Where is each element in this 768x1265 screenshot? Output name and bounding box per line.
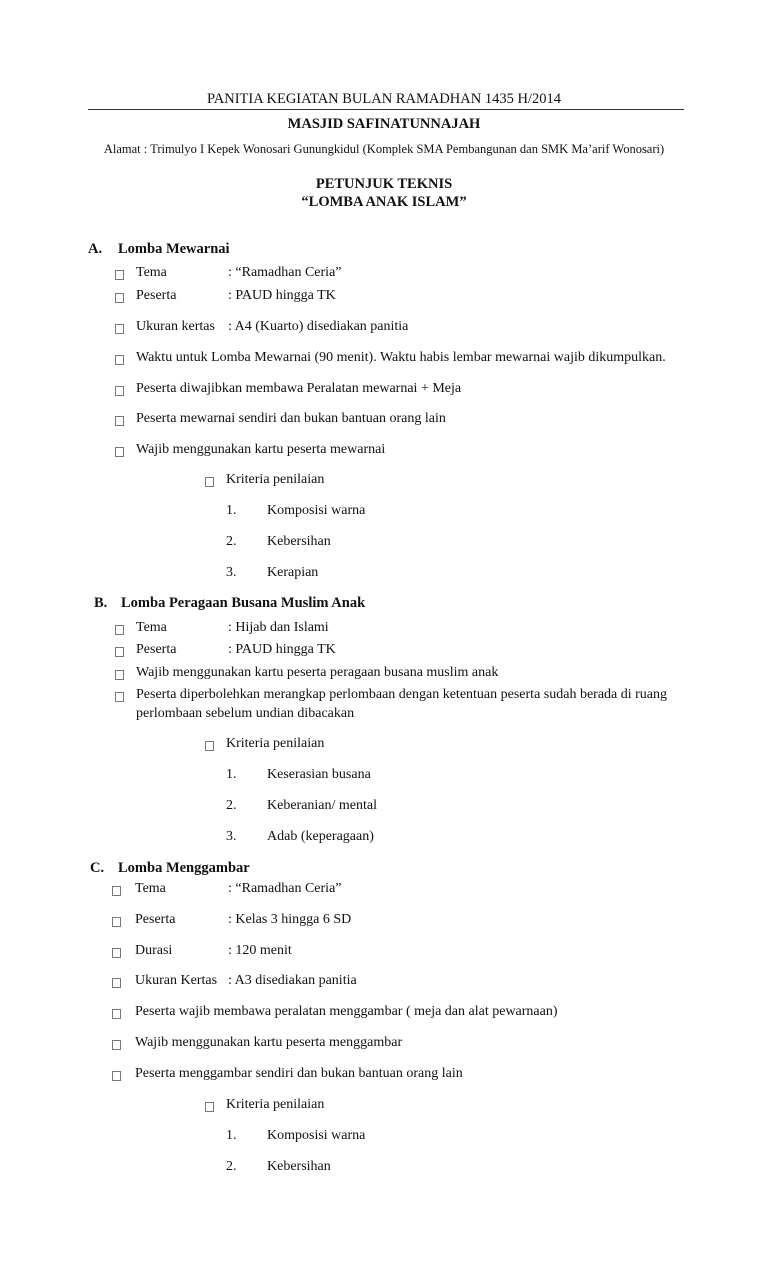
item-value: : “Ramadhan Ceria” bbox=[228, 881, 342, 896]
criteria-number: 1. bbox=[226, 1128, 237, 1143]
criteria-number: 2. bbox=[226, 534, 237, 549]
bullet-icon bbox=[112, 1071, 121, 1081]
item-text: Peserta diwajibkan membawa Peralatan mewarnai + Meja bbox=[136, 381, 462, 396]
criteria-number: 1. bbox=[226, 503, 237, 518]
item-label: Tema bbox=[136, 620, 167, 635]
bullet-icon bbox=[115, 647, 124, 657]
criteria-number: 3. bbox=[226, 565, 237, 580]
bullet-icon bbox=[115, 293, 124, 303]
item-text: Peserta menggambar sendiri dan bukan bantuan orang lain bbox=[135, 1066, 463, 1081]
criteria-number: 3. bbox=[226, 829, 237, 844]
bullet-icon bbox=[112, 948, 121, 958]
criteria-label: Kriteria penilaian bbox=[226, 1097, 325, 1112]
item-label: Tema bbox=[135, 881, 166, 896]
doc-subtitle: “LOMBA ANAK ISLAM” bbox=[301, 194, 467, 210]
bullet-icon bbox=[115, 670, 124, 680]
header-divider bbox=[88, 109, 684, 110]
section-b-letter: B. bbox=[94, 595, 108, 611]
item-text: Peserta mewarnai sendiri dan bukan bantuan orang lain bbox=[136, 411, 446, 426]
criteria-item: Keserasian busana bbox=[267, 767, 371, 782]
bullet-icon bbox=[115, 692, 124, 702]
item-label: Peserta bbox=[136, 642, 177, 657]
bullet-icon bbox=[115, 386, 124, 396]
criteria-item: Kerapian bbox=[267, 565, 319, 580]
bullet-icon bbox=[205, 477, 214, 487]
criteria-number: 2. bbox=[226, 798, 237, 813]
item-value: : “Ramadhan Ceria” bbox=[228, 265, 342, 280]
item-text: Wajib menggunakan kartu peserta mewarnai bbox=[136, 442, 386, 457]
item-value: : A3 disediakan panitia bbox=[228, 973, 357, 988]
item-text: Wajib menggunakan kartu peserta menggambar bbox=[135, 1035, 403, 1050]
mosque-name: MASJID SAFINATUNNAJAH bbox=[287, 116, 481, 132]
item-text: Waktu untuk Lomba Mewarnai (90 menit). Waktu habis lembar mewarnai wajib dikumpulkan. bbox=[136, 350, 666, 365]
item-text: Wajib menggunakan kartu peserta peragaan busana muslim anak bbox=[136, 665, 499, 680]
section-a-title: Lomba Mewarnai bbox=[118, 241, 230, 257]
criteria-item: Kebersihan bbox=[267, 1159, 331, 1174]
item-value: : A4 (Kuarto) disediakan panitia bbox=[228, 319, 409, 334]
organizer-heading: PANITIA KEGIATAN BULAN RAMADHAN 1435 H/2014 bbox=[207, 91, 561, 107]
bullet-icon bbox=[115, 447, 124, 457]
item-label: Ukuran kertas bbox=[136, 319, 215, 334]
bullet-icon bbox=[205, 1102, 214, 1112]
item-text: Peserta wajib membawa peralatan menggambar ( meja dan alat pewarnaan) bbox=[135, 1004, 558, 1019]
bullet-icon bbox=[115, 324, 124, 334]
section-a-letter: A. bbox=[88, 241, 103, 257]
item-value: : PAUD hingga TK bbox=[228, 642, 336, 657]
item-value: : 120 menit bbox=[228, 943, 292, 958]
section-b-title: Lomba Peragaan Busana Muslim Anak bbox=[121, 595, 366, 611]
doc-title: PETUNJUK TEKNIS bbox=[315, 176, 453, 192]
section-c-title: Lomba Menggambar bbox=[118, 860, 250, 876]
criteria-label: Kriteria penilaian bbox=[226, 736, 325, 751]
bullet-icon bbox=[115, 416, 124, 426]
criteria-item: Keberanian/ mental bbox=[267, 798, 378, 813]
item-value: : Kelas 3 hingga 6 SD bbox=[228, 912, 352, 927]
bullet-icon bbox=[115, 355, 124, 365]
bullet-icon bbox=[112, 917, 121, 927]
bullet-icon bbox=[115, 625, 124, 635]
item-value: : PAUD hingga TK bbox=[228, 288, 336, 303]
section-c-letter: C. bbox=[90, 860, 105, 876]
item-label: Tema bbox=[136, 265, 167, 280]
criteria-item: Komposisi warna bbox=[267, 503, 366, 518]
bullet-icon bbox=[205, 741, 214, 751]
criteria-number: 1. bbox=[226, 767, 237, 782]
criteria-item: Adab (keperagaan) bbox=[267, 829, 374, 844]
item-label: Peserta bbox=[136, 288, 177, 303]
bullet-icon bbox=[115, 270, 124, 280]
criteria-number: 2. bbox=[226, 1159, 237, 1174]
item-text-continued: perlombaan sebelum undian dibacakan bbox=[136, 706, 355, 721]
bullet-icon bbox=[112, 886, 121, 896]
item-label: Peserta bbox=[135, 912, 176, 927]
item-label: Durasi bbox=[135, 943, 173, 958]
item-text: Peserta diperbolehkan merangkap perlombaan dengan ketentuan peserta sudah berada di ruang bbox=[136, 687, 668, 702]
bullet-icon bbox=[112, 978, 121, 988]
address-line: Alamat : Trimulyo I Kepek Wonosari Gunungkidul (Komplek SMA Pembangunan dan SMK Ma’arif Wonosari) bbox=[103, 142, 665, 156]
bullet-icon bbox=[112, 1009, 121, 1019]
criteria-item: Kebersihan bbox=[267, 534, 331, 549]
bullet-icon bbox=[112, 1040, 121, 1050]
item-value: : Hijab dan Islami bbox=[228, 620, 329, 635]
item-label: Ukuran Kertas bbox=[135, 973, 218, 988]
criteria-label: Kriteria penilaian bbox=[226, 472, 325, 487]
criteria-item: Komposisi warna bbox=[267, 1128, 366, 1143]
